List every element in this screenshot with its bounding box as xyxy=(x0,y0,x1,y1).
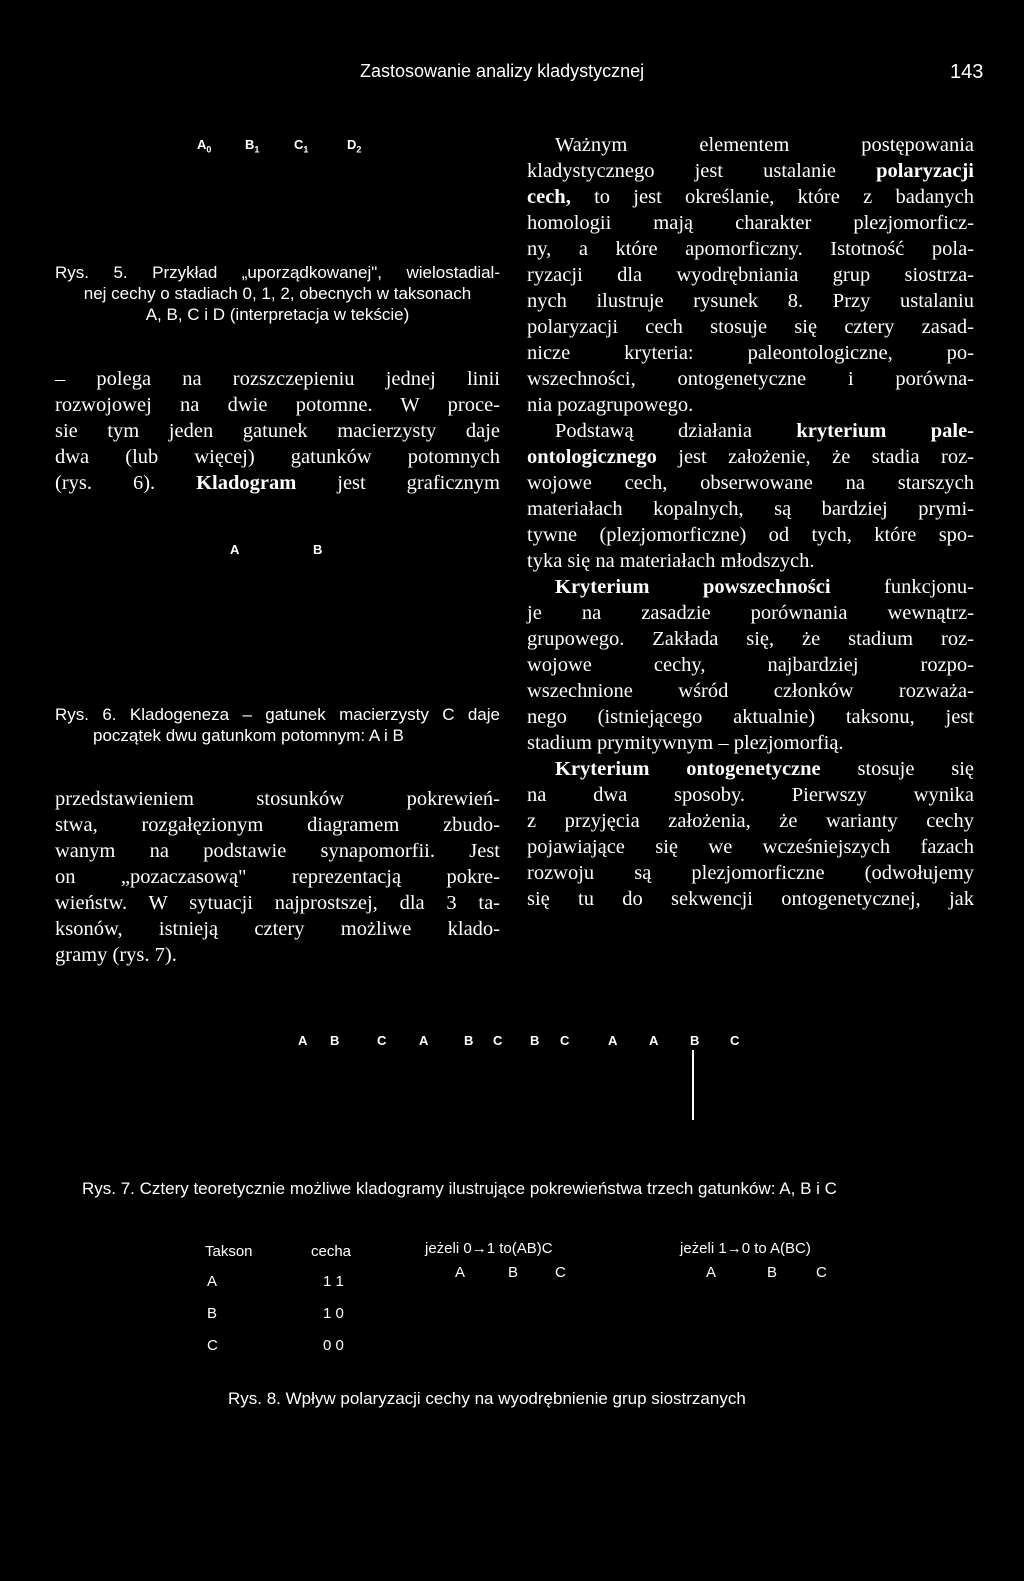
fig8-tree2-label: C xyxy=(816,1264,827,1281)
fig8-header-case1: jeżeli 0→1 to(AB)C xyxy=(425,1240,553,1257)
fig7-label: A xyxy=(419,1033,429,1048)
left-paragraph-2: przedstawieniem stosunków pokrewień- stwa, rozgałęzionym diagramem zbudo- wanym na podstawie synapomorfii. Jest on „pozaczasową" reprezentacją pokre- wieństw. W sytuacji najprostszej, dla 3 ta- ksonów, istnieją cztery możliwe klado- gramy (rys. 7). xyxy=(55,788,500,966)
fig7-branch-line xyxy=(692,1050,694,1120)
running-title: Zastosowanie analizy kladystycznej xyxy=(360,61,645,81)
fig8-row-taxon: A xyxy=(207,1273,218,1290)
fig5-label-b: $B_1$ xyxy=(245,137,260,155)
fig8-row-trait: 0 0 xyxy=(323,1337,344,1354)
fig7-label: B xyxy=(530,1033,540,1048)
fig8-row-trait: 1 1 xyxy=(323,1273,344,1290)
fig8-header-taxon: Takson xyxy=(205,1243,253,1260)
fig7-label: B xyxy=(690,1033,700,1048)
fig6-label-a: A xyxy=(230,542,240,557)
fig5-label-c: $C_1$ xyxy=(294,137,309,155)
fig8-header-trait: cecha xyxy=(311,1243,352,1260)
fig7-label: C xyxy=(560,1033,570,1048)
fig8-caption: Rys. 8. Wpływ polaryzacji cechy na wyodrębnienie grup siostrzanych xyxy=(228,1389,746,1408)
fig8-tree1-label: B xyxy=(508,1264,519,1281)
fig8-row-trait: 1 0 xyxy=(323,1305,344,1322)
fig7-label: A xyxy=(649,1033,659,1048)
fig7-label: B xyxy=(464,1033,474,1048)
left-paragraph-1: – polega na rozszczepieniu jednej linii rozwojowej na dwie potomne. W proce- sie tym jeden gatunek macierzysty daje dwa (lub więcej) gatunków potomnych (rys. 6). Kladogram jest graficznym xyxy=(55,368,500,494)
fig8-tree2-label: A xyxy=(706,1264,717,1281)
fig7-label: B xyxy=(330,1033,340,1048)
fig8-header-case2: jeżeli 1→0 to A(BC) xyxy=(680,1240,811,1257)
fig7-label: C xyxy=(377,1033,387,1048)
fig8-tree2-label: B xyxy=(767,1264,778,1281)
fig8-tree1-label: C xyxy=(555,1264,566,1281)
fig7-label: A xyxy=(608,1033,618,1048)
fig7-label: C xyxy=(493,1033,503,1048)
fig8-row-taxon: C xyxy=(207,1337,218,1354)
fig8-tree1-label: A xyxy=(455,1264,466,1281)
fig5-caption: Rys. 5. Przykład „uporządkowanej", wielostadial- nej cechy o stadiach 0, 1, 2, obecnych w taksonach A, B, C i D (interpretacja w tekście) xyxy=(55,263,500,324)
term-kladogram: Kladogram xyxy=(196,472,297,494)
page-number: 143 xyxy=(950,61,984,83)
fig5-label-d: $D_2$ xyxy=(347,137,362,155)
fig7-caption: Rys. 7. Cztery teoretycznie możliwe kladogramy ilustrujące pokrewieństwa trzech gatunków: A, B i C xyxy=(82,1179,837,1198)
fig7-label: C xyxy=(730,1033,740,1048)
fig6-label-b: B xyxy=(313,542,323,557)
fig8-row-taxon: B xyxy=(207,1305,218,1322)
right-column: Ważnym elementem postępowania kladystycznego jest ustalanie polaryzacji cech, to jest określanie, które z badanych homologii mają charakter plezjomorficz- ny, a które apomorficzny. Istotność pola- ryzacji dla wyodrębniania grup siostrza- nych ilustruje rysunek 8. Przy ustalaniu polaryzacji cech stosuje się cztery zasad- nicze kryteria: paleontologiczne, po- wszechności, ontogenetyczne i porówna- nia pozagrupowego. Podstawą działania kryterium pale- ontologicznego jest założenie, że stadia roz- wojowe cech, obserwowane na starszych materiałach kopalnych, są bardziej prymi- tywne (plezjomorficzne) od tych, które spo- tyka się na materiałach młodszych. Kryterium powszechności funkcjonu- je na zasadzie porównania wewnątrz- grupowego. Zakłada się, że stadium roz- wojowe cechy, najbardziej rozpo- wszechnione wśród członków rozważa- nego (istniejącego aktualnie) taksonu, jest stadium prymitywnym – plezjomorfią. Kryterium ontogenetyczne stosuje się na dwa sposoby. Pierwszy wynika z przyjęcia założenia, że warianty cechy pojawiające się we wcześniejszych fazach rozwoju są plezjomorficzne (odwołujemy się tu do sekwencji ontogenetycznej, jak xyxy=(527,134,974,910)
fig7-label: A xyxy=(298,1033,308,1048)
fig6-caption: Rys. 6. Kladogeneza – gatunek macierzysty C daje początek dwu gatunkom potomnym: A i B xyxy=(55,705,500,745)
fig5-label-a: $A_0$ xyxy=(197,137,212,155)
